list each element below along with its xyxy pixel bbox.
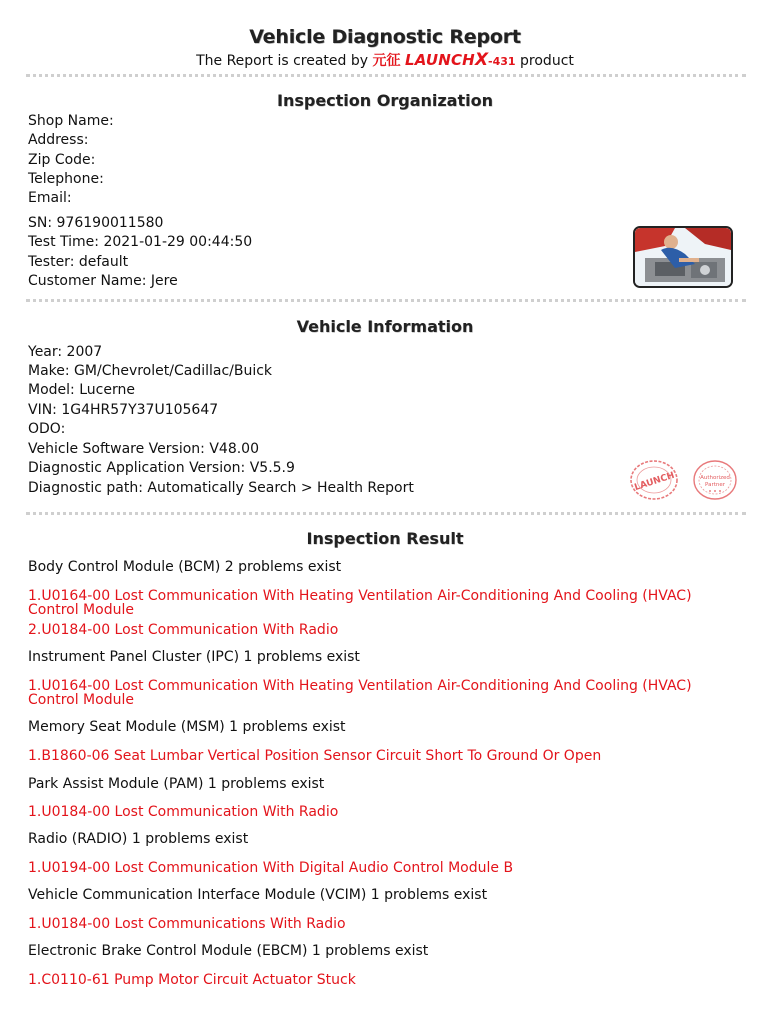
- vehicle-vin: VIN: 1G4HR57Y37U105647: [28, 402, 219, 418]
- module-title: Instrument Panel Cluster (IPC) 1 problems exist: [28, 649, 360, 665]
- launch-stamp: [629, 459, 679, 501]
- authorized-stamp: [692, 459, 738, 501]
- report-subtitle: [0, 50, 770, 70]
- fault-code: 1.B1860-06 Seat Lumbar Vertical Position Sensor Circuit Short To Ground Or Open: [28, 748, 602, 764]
- fault-code: 1.U0194-00 Lost Communication With Digital Audio Control Module B: [28, 860, 514, 876]
- brand-chinese-logo: 元征: [372, 53, 401, 69]
- vehicle-odo: ODO:: [28, 421, 66, 437]
- serial-number: SN: 976190011580: [28, 215, 164, 231]
- shop-name: Shop Name:: [28, 113, 114, 129]
- created-by-suffix: product: [520, 53, 574, 69]
- vehicle-make: Make: GM/Chevrolet/Cadillac/Buick: [28, 363, 273, 379]
- module-title: Vehicle Communication Interface Module (VCIM) 1 problems exist: [28, 887, 488, 903]
- fault-code: 1.C0110-61 Pump Motor Circuit Actuator Stuck: [28, 972, 356, 988]
- report-title: Vehicle Diagnostic Report: [249, 26, 521, 48]
- email: Email:: [28, 190, 72, 206]
- authorized-stamp-text-1: Authorized: [700, 475, 730, 481]
- module-title: Memory Seat Module (MSM) 1 problems exist: [28, 719, 346, 735]
- vehicle-software-version: Vehicle Software Version: V48.00: [28, 441, 259, 457]
- customer-name: Customer Name: Jere: [28, 273, 178, 289]
- vehicle-year: Year: 2007: [28, 344, 103, 360]
- brand-launch-logo: LAUNCH: [404, 51, 475, 69]
- module-title: Electronic Brake Control Module (EBCM) 1 problems exist: [28, 943, 429, 959]
- module-title: Park Assist Module (PAM) 1 problems exist: [28, 776, 325, 792]
- fault-code: 1.U0184-00 Lost Communications With Radio: [28, 916, 346, 932]
- vehicle-model: Model: Lucerne: [28, 382, 135, 398]
- mechanic-photo: [633, 226, 733, 288]
- separator: [26, 512, 746, 515]
- zip-code: Zip Code:: [28, 152, 96, 168]
- launch-stamp-text: LAUNCH: [633, 470, 676, 494]
- module-title: Radio (RADIO) 1 problems exist: [28, 831, 249, 847]
- module-title: Body Control Module (BCM) 2 problems exist: [28, 559, 342, 575]
- telephone: Telephone:: [28, 171, 104, 187]
- diagnostic-path: Diagnostic path: Automatically Search > Health Report: [28, 480, 414, 496]
- created-by-prefix: The Report is created by: [196, 53, 369, 69]
- fault-code: 2.U0184-00 Lost Communication With Radio: [28, 622, 339, 638]
- address: Address:: [28, 132, 89, 148]
- diagnostic-app-version: Diagnostic Application Version: V5.5.9: [28, 460, 295, 476]
- separator: [26, 299, 746, 302]
- tester: Tester: default: [28, 254, 129, 270]
- section-title-vehicle: Vehicle Information: [296, 317, 474, 336]
- test-time: Test Time: 2021-01-29 00:44:50: [28, 234, 253, 250]
- section-title-organization: Inspection Organization: [277, 91, 493, 110]
- brand-model-number: -431: [488, 55, 516, 68]
- separator: [26, 74, 746, 77]
- fault-code: 1.U0184-00 Lost Communication With Radio: [28, 804, 339, 820]
- authorized-stamp-text-2: Partner: [705, 482, 725, 488]
- section-title-results: Inspection Result: [306, 529, 464, 548]
- brand-x-logo: X: [474, 50, 489, 70]
- fault-code: 1.U0164-00 Lost Communication With Heating Ventilation Air-Conditioning And Cooling (HVAC) Control Module: [28, 678, 692, 708]
- fault-code: 1.U0164-00 Lost Communication With Heating Ventilation Air-Conditioning And Cooling (HVAC) Control Module: [28, 588, 692, 618]
